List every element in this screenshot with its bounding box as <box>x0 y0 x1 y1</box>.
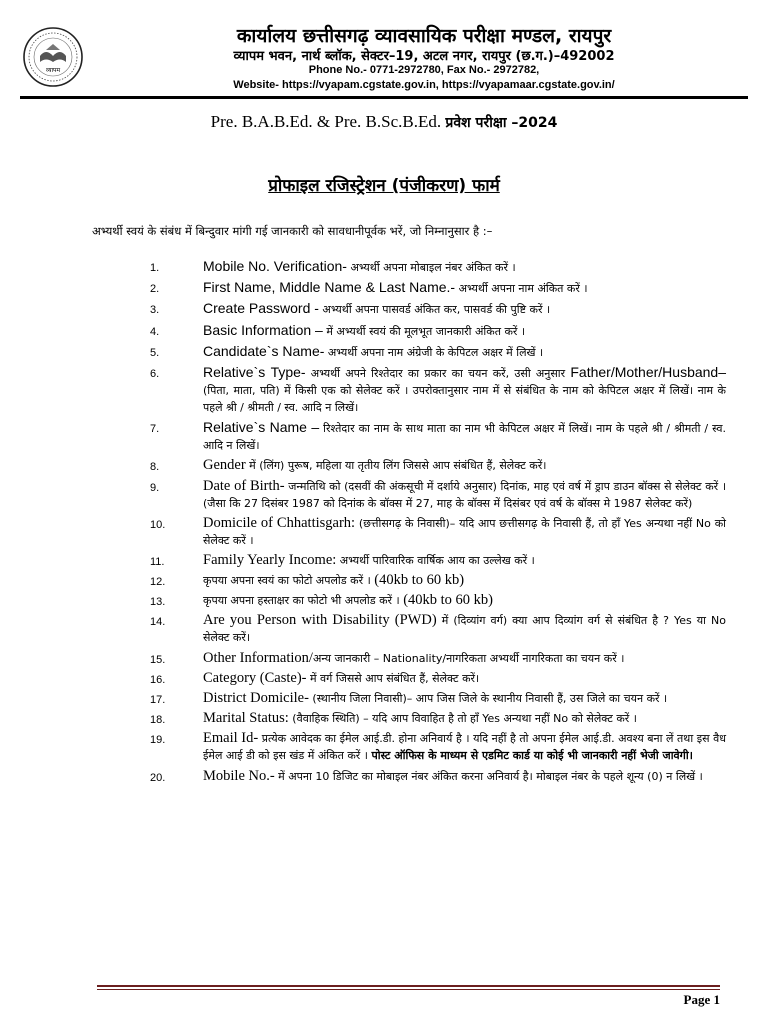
item-heading: Date of Birth- <box>203 477 285 494</box>
item-heading: Father/Mother/Husband– <box>570 363 726 380</box>
item-text: कृपया अपना हस्ताक्षर का फोटो भी अपलोड करें । <box>203 594 404 608</box>
item-number: 11. <box>150 555 165 568</box>
item-heading: Are you Person with Disability (PWD) <box>203 612 437 629</box>
item-number: 1. <box>150 262 160 274</box>
item-number: 17. <box>150 694 166 706</box>
item-number: 4. <box>150 325 160 338</box>
item-text: (वैवाहिक स्थिति) – यदि आप विवाहित है तो हाँ Yes अन्यथा नहीं No को सेलेक्ट करें । <box>288 712 637 726</box>
list-item <box>150 419 726 454</box>
item-text: अभ्यर्थी अपना नाम अंग्रेजी के केपिटल अक्षर में लिखें । <box>324 345 544 359</box>
intro-text: अभ्यर्थी स्वयं के संबंध में बिन्दुवार मांगी गई जानकारी को सावधानीपूर्वक भरें, जो निम्नानुसार है :– <box>92 224 493 238</box>
list-item <box>150 592 726 609</box>
list-item <box>150 457 726 474</box>
item-heading: Relative`s Name – <box>203 419 320 436</box>
exam-name: Pre. B.A.B.Ed. & Pre. B.Sc.B.Ed. <box>210 112 442 131</box>
item-number: 14. <box>150 616 166 629</box>
item-number: 16. <box>150 673 166 686</box>
item-number: 15. <box>150 653 166 666</box>
item-number: 5. <box>150 346 160 359</box>
list-item <box>150 300 726 318</box>
item-number: 9. <box>150 481 160 494</box>
item-size-note: (40kb to 60 kb) <box>374 572 465 589</box>
list-item <box>150 612 726 646</box>
header-divider <box>20 96 748 99</box>
exam-suffix: प्रवेश परीक्षा –2024 <box>445 115 558 131</box>
item-number: 3. <box>150 304 160 317</box>
form-title <box>0 173 768 196</box>
list-item <box>150 364 726 416</box>
list-item <box>150 650 726 667</box>
item-number: 19. <box>150 734 166 747</box>
instruction-list <box>150 258 726 788</box>
list-item <box>150 322 726 340</box>
item-number: 13. <box>150 596 166 609</box>
item-heading: First Name, Middle Name & Last Name.- <box>203 279 456 296</box>
org-title: कार्यालय छत्तीसगढ़ व्यावसायिक परीक्षा मण्डल, रायपुर <box>236 25 612 47</box>
footer-divider-thin <box>97 989 720 990</box>
item-heading: Email Id- <box>203 730 259 747</box>
item-heading: Mobile No. Verification- <box>203 258 347 274</box>
item-text: अभ्यर्थी अपना पासवर्ड अंकित कर, पासवर्ड की पुष्टि करें । <box>318 303 551 317</box>
item-text: में (लिंग) पुरूष, महिला या तृतीय लिंग जिससे आप संबंधित हैं, सेलेक्ट करें। <box>245 459 547 473</box>
item-text: अभ्यर्थी अपना नाम अंकित करें । <box>455 282 588 296</box>
item-heading: Basic Information – <box>203 321 323 338</box>
item-text: (स्थानीय जिला निवासी)– आप जिस जिले के स्थानीय निवासी हैं, उस जिले का चयन करें । <box>308 692 668 705</box>
list-item <box>150 690 726 707</box>
org-address: व्यापम भवन, नार्थ ब्लॉक, सेक्टर–19, अटल नगर, रायपुर (छ.ग.)–492002 <box>233 49 615 64</box>
item-text: (पिता, माता, पति) में किसी एक को सेलेक्ट करें । उपरोक्तानुसार नाम में से संबंधित के नाम को केपिटल अक्षर में लिखें। नाम के पहले श्री / श्रीमती / स्व. आदि न लिखें। <box>203 383 726 414</box>
org-website: Website- https://vyapam.cgstate.gov.in, https://vyapamaar.cgstate.gov.in/ <box>233 79 615 91</box>
list-item <box>150 279 726 297</box>
item-heading: Candidate`s Name- <box>203 342 325 359</box>
item-heading: Mobile No.- <box>203 767 275 784</box>
vyapam-emblem-icon <box>22 26 84 88</box>
form-title-text: प्रोफाइल रजिस्ट्रेशन (पंजीकरण) फार्म <box>268 176 500 196</box>
item-number: 6. <box>150 367 160 380</box>
item-heading: Gender <box>203 457 246 474</box>
item-heading: Category (Caste)- <box>203 669 307 686</box>
item-text: अभ्यर्थी अपने रिश्तेदार का प्रकार का चयन करें, उसी अनुसार <box>305 366 571 380</box>
list-item <box>150 258 726 276</box>
footer-divider <box>97 985 720 987</box>
item-text: अन्य जानकारी – Nationality/नागरिकता अभ्यर्थी नागरिकता का चयन करें । <box>312 651 625 665</box>
item-size-note: (40kb to 60 kb) <box>403 592 493 609</box>
list-item <box>150 670 726 687</box>
item-text: प्रत्येक आवेदक का ईमेल आई.डी. होना अनिवार्य है । यदि नहीं है तो अपना ईमेल आई.डी. अवश्य बना लें तथा इस वैध ईमेल आई डी को इस खंड में अंकित करें । <box>203 732 726 763</box>
item-text: में (दिव्यांग वर्ग) क्या आप दिव्यांग वर्ग से संबंधित है ? Yes या No सेलेक्ट करें। <box>203 614 726 645</box>
list-item <box>150 552 726 569</box>
item-heading: Relative`s Type- <box>203 363 306 380</box>
item-heading: Family Yearly Income: <box>203 551 337 568</box>
list-item <box>150 515 726 549</box>
item-text: में अपना 10 डिजिट का मोबाइल नंबर अंकित करना अनिवार्य है। मोबाइल नंबर के पहले शून्य (0) न लिखें । <box>274 769 703 783</box>
item-warning: पोस्ट ऑफिस के माध्यम से एडमिट कार्ड या कोई भी जानकारी नहीं भेजी जावेगी। <box>371 749 693 763</box>
item-text: (छत्तीसगढ़ के निवासी)– यदि आप छत्तीसगढ़ के निवासी हैं, तो हाँ Yes अन्यथा नहीं No को सेलेक्ट करें । <box>203 516 727 547</box>
item-number: 18. <box>150 714 166 727</box>
list-item <box>150 343 726 361</box>
item-number: 20. <box>150 771 166 784</box>
org-phone: Phone No.- 0771-2972780, Fax No.- 2972782, <box>308 64 540 76</box>
item-text: कृपया अपना स्वयं का फोटो अपलोड करें । <box>203 574 375 588</box>
logo-text: व्यापम <box>45 67 61 74</box>
item-heading: District Domicile- <box>203 690 309 706</box>
item-text: जन्मतिथि को (दसवीं की अंकसूची में दर्शाये अनुसार) दिनांक, माह एवं वर्ष में ड्राप डाउन बॉक्स से सेलेक्ट करें । (जैसा कि 27 दिसंबर 1987 को दिनांक के बॉक्स में 27, माह के बॉक्स में दिसंबर एवं वर्ष के बॉक्स मे 1987 सेलेक्ट करें) <box>203 479 726 510</box>
item-number: 8. <box>150 461 160 474</box>
exam-title <box>0 112 768 132</box>
item-number: 7. <box>150 423 160 436</box>
item-text: रिश्तेदार का नाम के साथ माता का नाम भी केपिटल अक्षर में लिखें। नाम के पहले श्री / श्रीमती / स्व. आदि न लिखें। <box>203 422 726 453</box>
item-heading: Domicile of Chhattisgarh: <box>203 514 356 531</box>
item-text: में वर्ग जिससे आप संबंधित हैं, सेलेक्ट करें। <box>306 671 480 685</box>
list-item <box>150 768 726 785</box>
list-item <box>150 730 726 764</box>
item-heading: Create Password - <box>203 300 319 317</box>
item-heading: Marital Status: <box>203 710 289 727</box>
item-number: 12. <box>150 576 166 589</box>
list-item <box>150 710 726 727</box>
item-text: में अभ्यर्थी स्वयं की मूलभूत जानकारी अंकित करें । <box>322 324 526 338</box>
list-item <box>150 572 726 589</box>
list-item <box>150 478 726 512</box>
item-number: 2. <box>150 283 160 296</box>
item-number: 10. <box>150 518 166 531</box>
item-text: अभ्यर्थी पारिवारिक वार्षिक आय का उल्लेख करें । <box>336 553 535 567</box>
item-heading: Other Information/ <box>203 649 313 666</box>
page-number: Page 1 <box>683 992 720 1007</box>
item-text: अभ्यर्थी अपना मोबाइल नंबर अंकित करें । <box>346 261 516 274</box>
